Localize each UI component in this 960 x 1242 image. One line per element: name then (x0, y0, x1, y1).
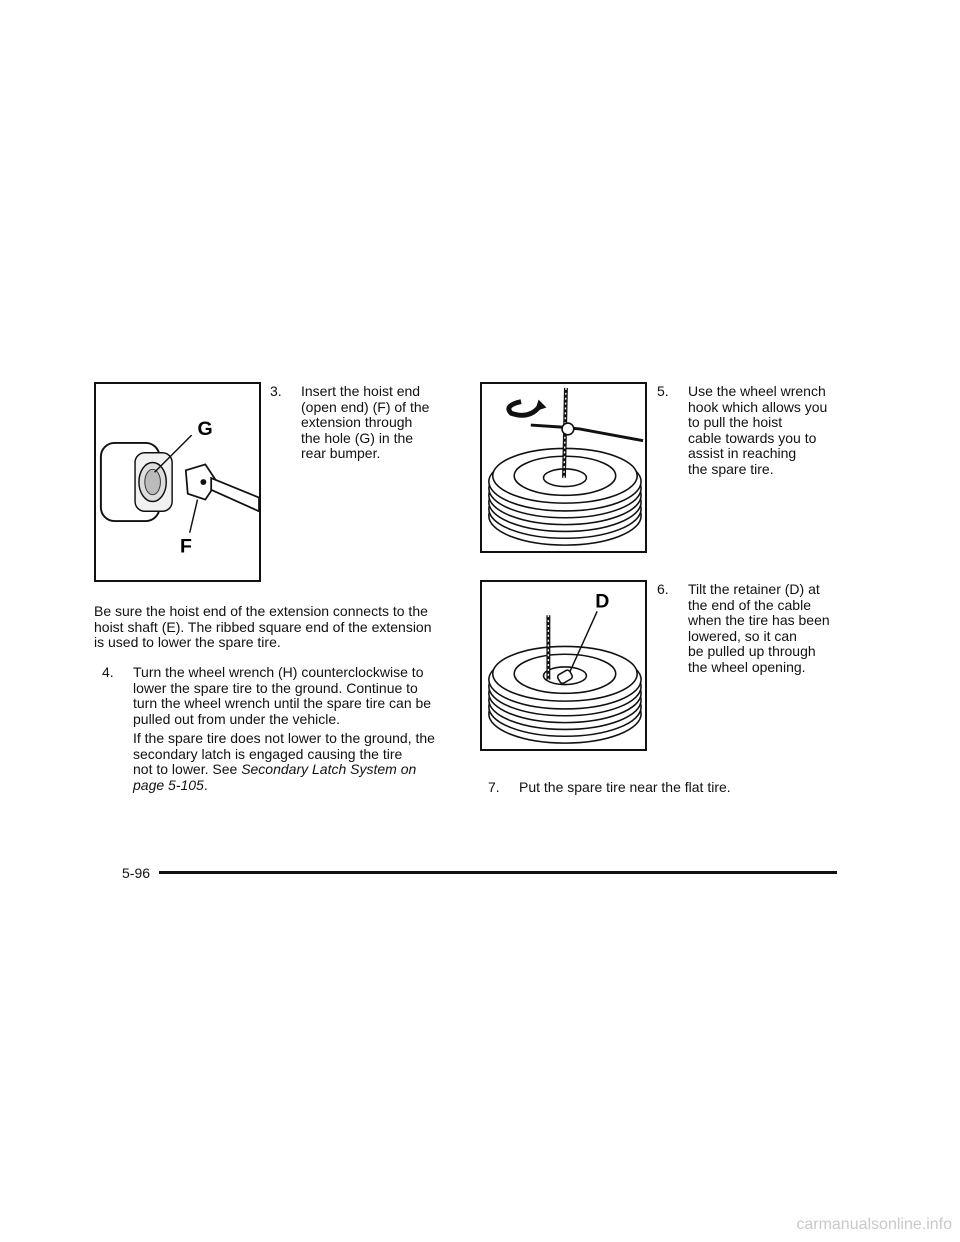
step-7: 7. Put the spare tire near the flat tire. (488, 779, 731, 795)
step-number: 4. (102, 664, 114, 680)
step-4: 4. Turn the wheel wrench (H) counterclockwise to lower the spare tire to the ground. Continue to turn the wheel wrench until the spare tire can be pulled out from under the vehicle. (102, 664, 432, 727)
hoist-note-paragraph: Be sure the hoist end of the extension connects to the hoist shaft (E). The ribbed square end of the extension is used to lower the spare tire. (94, 603, 432, 650)
callout-g: G (197, 418, 213, 441)
step-number: 6. (657, 581, 669, 597)
step-5: 5. Use the wheel wrench hook which allows you to pull the hoist cable towards you to assist in reaching the spare tire. (657, 383, 828, 477)
watermark: carmanualsonline.info (796, 1216, 952, 1233)
secondary-latch-link[interactable]: Secondary Latch System on (241, 761, 417, 777)
figure-retainer (480, 580, 647, 751)
step-3: 3. Insert the hoist end (open end) (F) of the extension through the hole (G) in the rear bumper. (270, 383, 430, 461)
callout-d: D (595, 590, 610, 613)
hoist-extension-illustration (96, 384, 259, 580)
step-number: 5. (657, 383, 669, 399)
callout-f: F (179, 535, 192, 558)
step-6: 6. Tilt the retainer (D) at the end of the cable when the tire has been lowered, so it can be pulled up through the wheel opening. (657, 581, 830, 675)
secondary-latch-page-link[interactable]: page 5-105 (133, 776, 204, 793)
figure-hoist-extension (94, 382, 261, 582)
wrench-hook-illustration (482, 384, 645, 551)
step-number: 7. (488, 779, 500, 795)
footer-rule (159, 871, 837, 874)
page-number: 5-96 (122, 865, 151, 881)
figure-wrench-hook (480, 382, 647, 553)
secondary-latch-paragraph: If the spare tire does not lower to the ground, the secondary latch is engaged causing the tire not to lower. See Secondary Latch System on page 5-105. (133, 730, 435, 793)
step-number: 3. (270, 383, 282, 399)
retainer-illustration (482, 582, 645, 749)
